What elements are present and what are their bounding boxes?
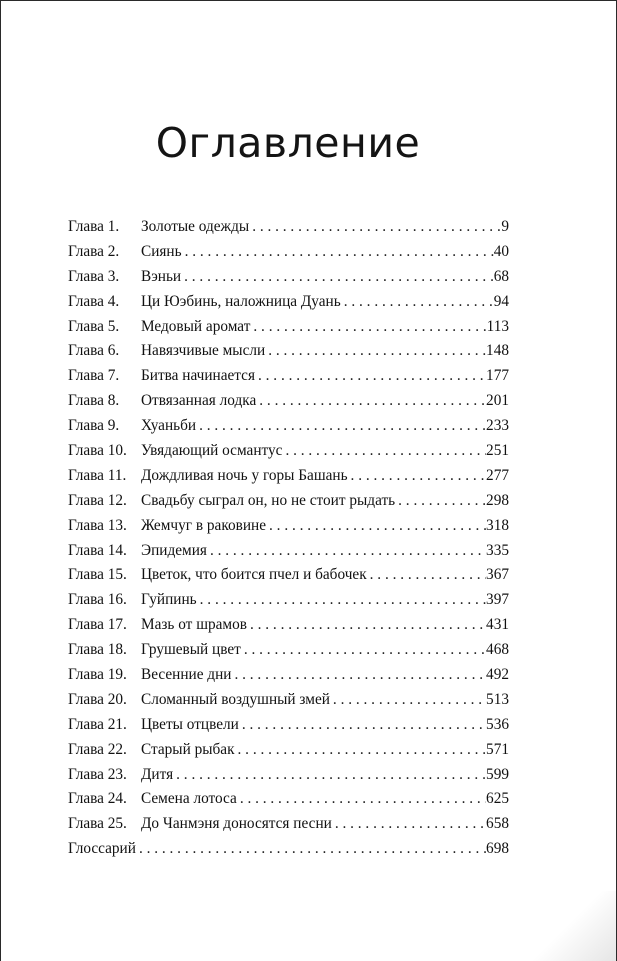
toc-entry-title: Цветок, что боится пчел и бабочек — [141, 566, 367, 584]
toc-entry-label: Глава 5. — [68, 317, 120, 335]
toc-entry-title: Увядающий османтус — [141, 442, 283, 460]
toc-entry-title: Ци Юэбинь, наложница Дуань — [141, 292, 341, 310]
dot-leader — [237, 787, 486, 812]
dot-leader — [196, 414, 486, 439]
toc-entry[interactable] — [68, 563, 509, 588]
toc-entry[interactable] — [68, 812, 509, 837]
toc-entry[interactable] — [68, 339, 509, 364]
toc-entry[interactable] — [68, 315, 509, 340]
toc-entry-label: Глава 8. — [68, 392, 120, 410]
toc-entry-label: Глава 19. — [68, 666, 127, 684]
page-title: Оглавление — [155, 119, 421, 167]
table-of-contents — [68, 215, 509, 862]
toc-entry-label: Глава 22. — [68, 740, 127, 758]
toc-entry-page-number: 277 — [486, 466, 509, 484]
toc-entry-title: Грушевый цвет — [141, 641, 241, 659]
toc-entry-label: Глава 12. — [68, 491, 127, 509]
toc-entry-title: Медовый аромат — [141, 317, 251, 335]
toc-entry[interactable] — [68, 265, 509, 290]
toc-entry[interactable] — [68, 837, 509, 862]
toc-entry-page-number: 318 — [486, 516, 509, 534]
toc-entry-page-number: 492 — [486, 666, 509, 684]
toc-entry-title: Сломанный воздушный змей — [141, 690, 330, 708]
toc-entry-label: Глава 24. — [68, 790, 127, 808]
toc-entry-label: Глава 4. — [68, 292, 120, 310]
dot-leader — [239, 713, 486, 738]
toc-entry-title: Свадьбу сыграл он, но не стоит рыдать — [141, 491, 396, 509]
dot-leader — [235, 738, 487, 763]
toc-entry[interactable] — [68, 613, 509, 638]
toc-entry[interactable] — [68, 240, 509, 265]
dot-leader — [173, 763, 486, 788]
toc-entry-page-number: 658 — [486, 815, 509, 833]
dot-leader — [266, 514, 486, 539]
toc-entry[interactable] — [68, 464, 509, 489]
toc-entry-title: Жемчуг в раковине — [141, 516, 267, 534]
toc-entry-label: Глава 20. — [68, 690, 127, 708]
dot-leader — [367, 563, 486, 588]
toc-entry-label: Глава 18. — [68, 641, 127, 659]
toc-entry-label: Глава 11. — [68, 466, 127, 484]
dot-leader — [247, 613, 486, 638]
dot-leader — [395, 489, 486, 514]
toc-entry-title: Хуаньби — [141, 417, 197, 435]
toc-entry-title: Мазь от шрамов — [141, 616, 247, 634]
dot-leader — [255, 364, 486, 389]
toc-entry-label: Глава 3. — [68, 267, 120, 285]
toc-entry[interactable] — [68, 787, 509, 812]
toc-entry-page-number: 68 — [493, 267, 509, 285]
toc-entry[interactable] — [68, 688, 509, 713]
toc-entry-label: Глоссарий — [68, 840, 136, 858]
toc-entry-page-number: 599 — [486, 765, 509, 783]
toc-entry-page-number: 571 — [486, 740, 509, 758]
toc-entry-label: Глава 23. — [68, 765, 127, 783]
dot-leader — [197, 588, 486, 613]
toc-entry[interactable] — [68, 414, 509, 439]
dot-leader — [231, 663, 486, 688]
toc-entry-title: Сиянь — [141, 242, 182, 260]
toc-entry-title: Дождливая ночь у горы Башань — [141, 466, 348, 484]
page-corner-shadow — [496, 891, 616, 961]
toc-entry[interactable] — [68, 439, 509, 464]
toc-entry-title: Эпидемия — [141, 541, 207, 559]
toc-entry-label: Глава 15. — [68, 566, 127, 584]
toc-entry-page-number: 367 — [486, 566, 509, 584]
toc-entry-page-number: 233 — [486, 417, 509, 435]
toc-entry-page-number: 40 — [493, 242, 509, 260]
toc-entry-title: Вэньи — [141, 267, 182, 285]
toc-entry-label: Глава 9. — [68, 417, 120, 435]
toc-entry-page-number: 513 — [486, 690, 509, 708]
toc-entry-title: Гуйпинь — [141, 591, 197, 609]
toc-entry-page-number: 625 — [486, 790, 509, 808]
toc-entry-title: Цветы отцвели — [141, 715, 239, 733]
toc-entry-label: Глава 7. — [68, 367, 120, 385]
toc-entry-page-number: 201 — [486, 392, 509, 410]
dot-leader — [136, 837, 486, 862]
dot-leader — [256, 389, 486, 414]
dot-leader — [341, 290, 494, 315]
dot-leader — [348, 464, 487, 489]
toc-entry-label: Глава 14. — [68, 541, 127, 559]
toc-entry-page-number: 431 — [486, 616, 509, 634]
toc-entry[interactable] — [68, 389, 509, 414]
toc-entry-page-number: 298 — [486, 491, 509, 509]
toc-entry-page-number: 335 — [486, 541, 509, 559]
toc-entry-page-number: 9 — [501, 218, 509, 235]
toc-entry-title: Старый рыбак — [141, 740, 235, 758]
dot-leader — [249, 215, 501, 240]
toc-entry-title: До Чанмэня доносятся песни — [141, 815, 332, 833]
toc-entry-label: Глава 25. — [68, 815, 127, 833]
toc-entry-label: Глава 6. — [68, 342, 120, 360]
toc-entry-title: Золотые одежды — [141, 218, 250, 235]
toc-entry[interactable] — [68, 489, 509, 514]
toc-entry-label: Глава 21. — [68, 715, 127, 733]
toc-entry-label: Глава 2. — [68, 242, 120, 260]
toc-entry[interactable] — [68, 713, 509, 738]
toc-entry[interactable] — [68, 539, 509, 564]
toc-entry[interactable] — [68, 364, 509, 389]
dot-leader — [282, 439, 486, 464]
toc-entry-page-number: 698 — [486, 840, 509, 858]
dot-leader — [250, 315, 486, 340]
toc-entry-label: Глава 10. — [68, 442, 127, 460]
toc-entry-page-number: 113 — [486, 317, 509, 335]
toc-entry-title: Навязчивые мысли — [141, 342, 266, 360]
dot-leader — [182, 240, 494, 265]
toc-entry[interactable] — [68, 638, 509, 663]
toc-entry-page-number: 536 — [486, 715, 509, 733]
dot-leader — [265, 339, 486, 364]
toc-entry-page-number: 468 — [486, 641, 509, 659]
dot-leader — [330, 688, 486, 713]
toc-entry-label: Глава 13. — [68, 516, 127, 534]
dot-leader — [207, 539, 486, 564]
toc-entry-page-number: 148 — [486, 342, 509, 360]
dot-leader — [332, 812, 486, 837]
toc-entry-title: Отвязанная лодка — [141, 392, 257, 410]
toc-entry[interactable] — [68, 514, 509, 539]
toc-entry-page-number: 94 — [493, 292, 509, 310]
toc-entry-page-number: 177 — [486, 367, 509, 385]
toc-entry[interactable] — [68, 215, 509, 240]
toc-entry[interactable] — [68, 290, 509, 315]
toc-entry[interactable] — [68, 663, 509, 688]
toc-entry[interactable] — [68, 763, 509, 788]
toc-entry-label: Глава 16. — [68, 591, 127, 609]
toc-entry-title: Битва начинается — [141, 367, 255, 385]
toc-entry-title: Дитя — [141, 765, 174, 783]
toc-entry[interactable] — [68, 738, 509, 763]
toc-entry[interactable] — [68, 588, 509, 613]
toc-entry-label: Глава 1. — [68, 218, 120, 235]
dot-leader — [241, 638, 486, 663]
toc-entry-title: Весенние дни — [141, 666, 232, 684]
toc-entry-page-number: 397 — [486, 591, 509, 609]
toc-entry-title: Семена лотоса — [141, 790, 237, 808]
dot-leader — [181, 265, 494, 290]
toc-entry-page-number: 251 — [486, 442, 509, 460]
toc-entry-label: Глава 17. — [68, 616, 127, 634]
